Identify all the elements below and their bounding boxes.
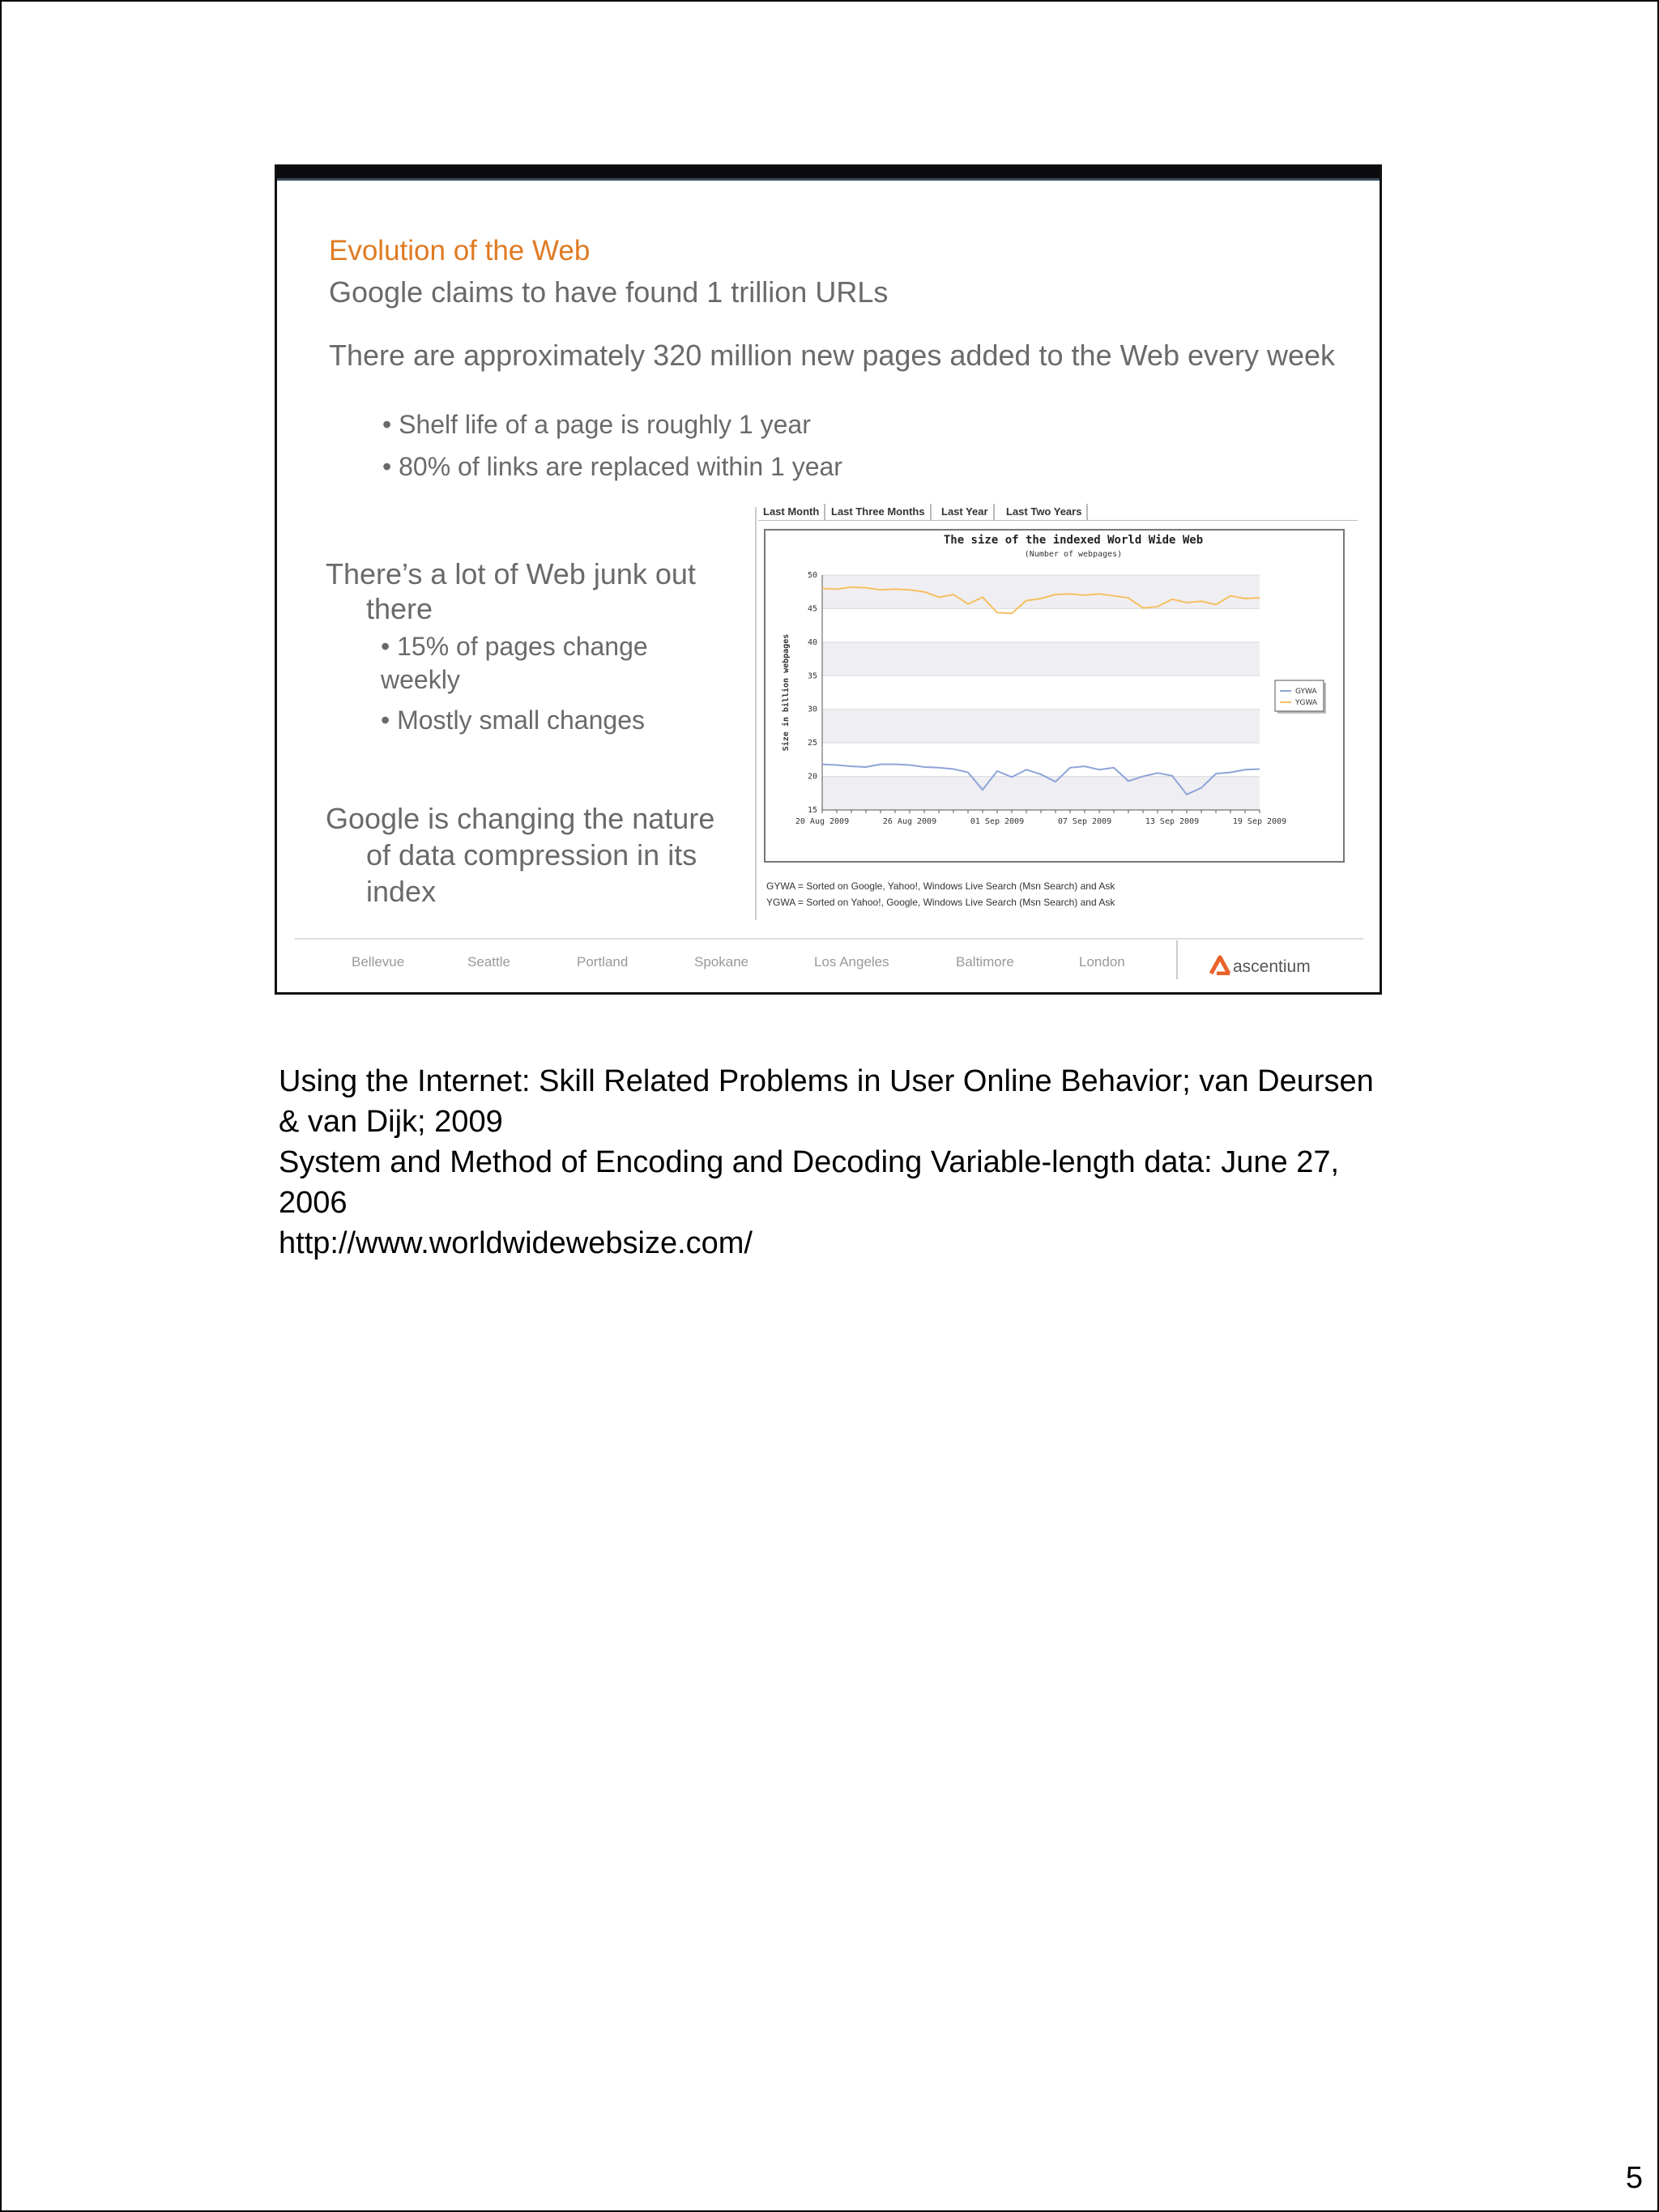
web-size-chart (764, 529, 1345, 863)
city-spokane: Spokane (694, 954, 749, 970)
chart-subtitle: (Number of webpages) (1024, 550, 1123, 559)
tab-last-two-years[interactable]: Last Two Years (1001, 504, 1088, 520)
city-portland: Portland (577, 954, 629, 970)
city-los-angeles: Los Angeles (814, 954, 889, 970)
chart-band-0 (822, 575, 1260, 608)
tab-last-month[interactable]: Last Month (758, 504, 825, 520)
chart-band-1 (822, 642, 1260, 676)
chart-legend-label-gywa: GYWA (1295, 688, 1317, 696)
chart-xtick-4: 13 Sep 2009 (1145, 817, 1200, 826)
bullet-links-replaced: • 80% of links are replaced within 1 year (382, 452, 842, 481)
chart-tabs (758, 504, 1358, 521)
chart-xtick-0: 20 Aug 2009 (795, 817, 850, 826)
slide-top-bar-accent (277, 178, 1380, 181)
text-web-junk-cont: there (366, 592, 433, 625)
city-baltimore: Baltimore (956, 954, 1014, 970)
ascentium-logo-text: ascentium (1233, 957, 1311, 976)
chart-svg (766, 531, 1343, 861)
chart-footnote-gywa: GYWA = Sorted on Google, Yahoo!, Windows Live Search (Msn Search) and Ask (766, 880, 1115, 892)
chart-ytick-30: 30 (807, 705, 817, 714)
chart-title: The size of the indexed World Wide Web (943, 534, 1204, 547)
chart-divider (755, 507, 757, 920)
bullet-small-changes: • Mostly small changes (381, 705, 645, 735)
chart-xtick-1: 26 Aug 2009 (882, 817, 937, 826)
city-london: London (1079, 954, 1125, 970)
chart-xtick-5: 19 Sep 2009 (1232, 817, 1287, 826)
note-reference-2: System and Method of Encoding and Decoding Variable-length data: June 27, 2006 (279, 1145, 1340, 1220)
tab-last-year[interactable]: Last Year (936, 504, 995, 520)
chart-ytick-35: 35 (807, 671, 817, 681)
ascentium-logo-icon (1209, 954, 1236, 975)
note-reference-3[interactable]: http://www.worldwidewebsize.com/ (279, 1226, 753, 1260)
chart-xtick-2: 01 Sep 2009 (970, 817, 1025, 826)
city-seattle: Seattle (467, 954, 510, 970)
city-bellevue: Bellevue (352, 954, 405, 970)
chart-ytick-40: 40 (807, 637, 817, 647)
tab-last-three-months[interactable]: Last Three Months (826, 504, 932, 520)
chart-xtick-3: 07 Sep 2009 (1057, 817, 1112, 826)
slide-title: Evolution of the Web (329, 235, 591, 266)
chart-y-label: Size in billion webpages (782, 633, 791, 752)
chart-ytick-25: 25 (807, 739, 817, 748)
footer-divider (1176, 940, 1178, 979)
text-new-pages: There are approximately 320 million new pages added to the Web every week (329, 339, 1336, 372)
chart-legend-label-ygwa: YGWA (1295, 699, 1318, 707)
text-compression: Google is changing the nature (326, 802, 715, 835)
note-reference-1: Using the Internet: Skill Related Problems in User Online Behavior; van Deursen & van Dijk; 2009 (279, 1064, 1374, 1139)
page-number: 5 (1625, 2161, 1643, 2195)
slide-top-bar (277, 167, 1380, 178)
speaker-notes (279, 1061, 1388, 1264)
bullet-pages-change: • 15% of pages change weekly (381, 632, 648, 694)
text-google-urls: Google claims to have found 1 trillion URLs (329, 275, 889, 309)
chart-band-3 (822, 777, 1260, 810)
slide-thumbnail (275, 164, 1382, 995)
chart-footnote-ygwa: YGWA = Sorted on Yahoo!, Google, Windows Live Search (Msn Search) and Ask (766, 897, 1115, 908)
chart-band-2 (822, 710, 1260, 743)
text-web-junk: There’s a lot of Web junk out (326, 557, 696, 590)
chart-ytick-50: 50 (807, 571, 817, 580)
bullet-shelf-life: • Shelf life of a page is roughly 1 year (382, 410, 811, 439)
chart-ytick-20: 20 (807, 772, 817, 782)
slide-footer-rule (295, 938, 1363, 940)
text-compression-cont: of data compression in its index (366, 838, 697, 908)
chart-ytick-15: 15 (807, 806, 817, 815)
chart-ytick-45: 45 (807, 604, 817, 614)
